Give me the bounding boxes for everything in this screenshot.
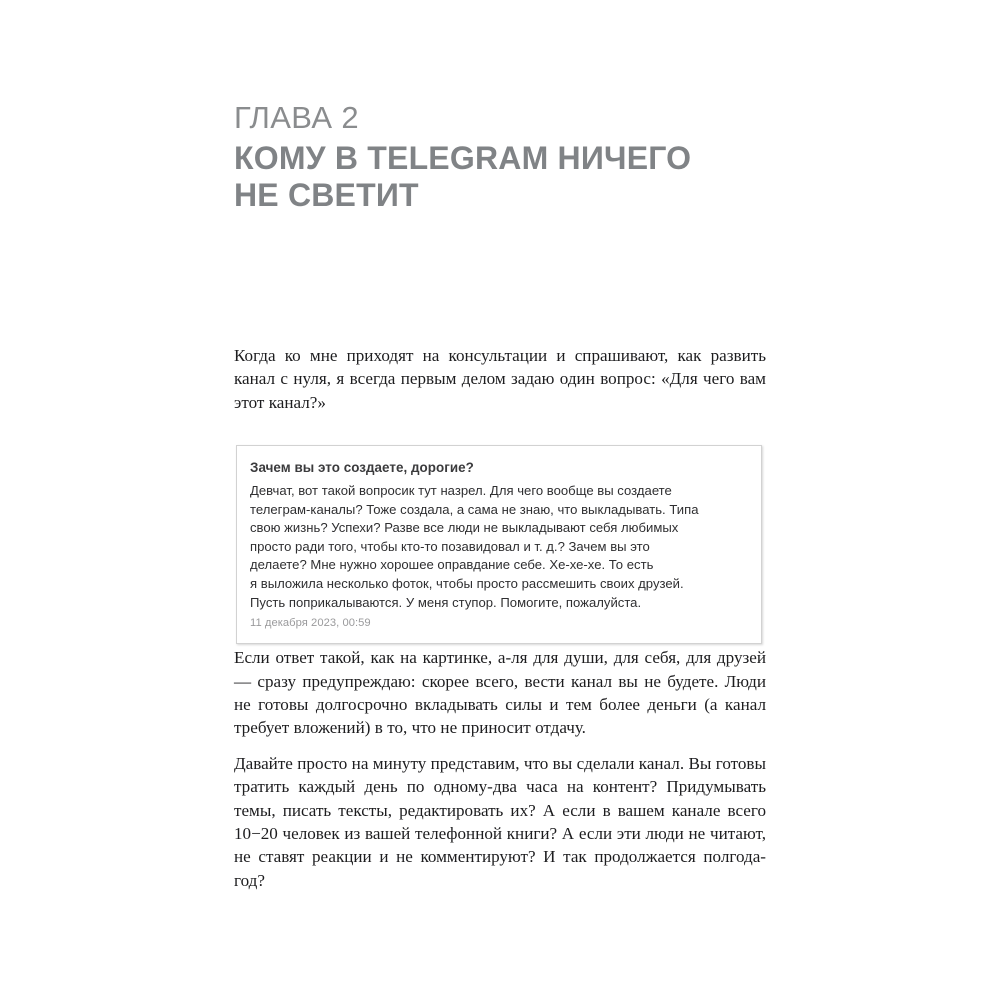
quote-screenshot-card bbox=[236, 445, 762, 644]
chapter-number-label: ГЛАВА 2 bbox=[234, 100, 360, 135]
chapter-heading bbox=[234, 98, 774, 214]
quote-line: свою жизнь? Успехи? Разве все люди не выкладывают себя любимых bbox=[250, 520, 679, 536]
chapter-title bbox=[234, 140, 774, 214]
paragraph-after-quote: Если ответ такой, как на картинке, а-ля для души, для себя, для друзей — сразу предупреждаю: скорее всего, вести канал вы не будете. Люди не готовы долгосрочно вкладывать силы и тем более деньги (а канал требует вложений) в то, что не приносит отдачу. bbox=[234, 648, 766, 738]
chapter-title-line-2: НЕ СВЕТИТ bbox=[234, 177, 419, 213]
quote-line: просто ради того, чтобы кто-то позавидовал и т. д.? Зачем вы это bbox=[250, 538, 650, 554]
quote-line: делаете? Мне нужно хорошее оправдание себе. Хе-хе-хе. То есть bbox=[250, 557, 654, 573]
paragraph-intro: Когда ко мне приходят на консультации и спрашивают, как развить канал с нуля, я всегда первым делом задаю один вопрос: «Для чего вам этот канал?» bbox=[234, 346, 766, 412]
paragraph-closing: Давайте просто на минуту представим, что вы сделали канал. Вы готовы тратить каждый день по одному-два часа на контент? Придумывать темы, писать тексты, редактировать их? А если в вашем канале всего 10−20 человек из вашей телефонной книги? А если эти люди не читают, не ставят реакции и не комментируют? И так продолжается полгода-год? bbox=[234, 753, 766, 890]
quote-card-body bbox=[250, 482, 743, 612]
chapter-title-line-1: КОМУ В TELEGRAM НИЧЕГО bbox=[234, 140, 692, 176]
quote-card-timestamp: 11 декабря 2023, 00:59 bbox=[250, 617, 371, 629]
quote-line: телеграм-каналы? Тоже создала, а сама не знаю, что выкладывать. Типа bbox=[250, 501, 699, 517]
quote-line: я выложила несколько фоток, чтобы просто рассмешить своих друзей. bbox=[250, 575, 684, 591]
quote-line: Пусть поприкалываются. У меня ступор. Помогите, пожалуйста. bbox=[250, 594, 642, 610]
quote-card-title: Зачем вы это создаете, дорогие? bbox=[250, 460, 474, 475]
quote-line: Девчат, вот такой вопросик тут назрел. Для чего вообще вы создаете bbox=[250, 483, 672, 498]
